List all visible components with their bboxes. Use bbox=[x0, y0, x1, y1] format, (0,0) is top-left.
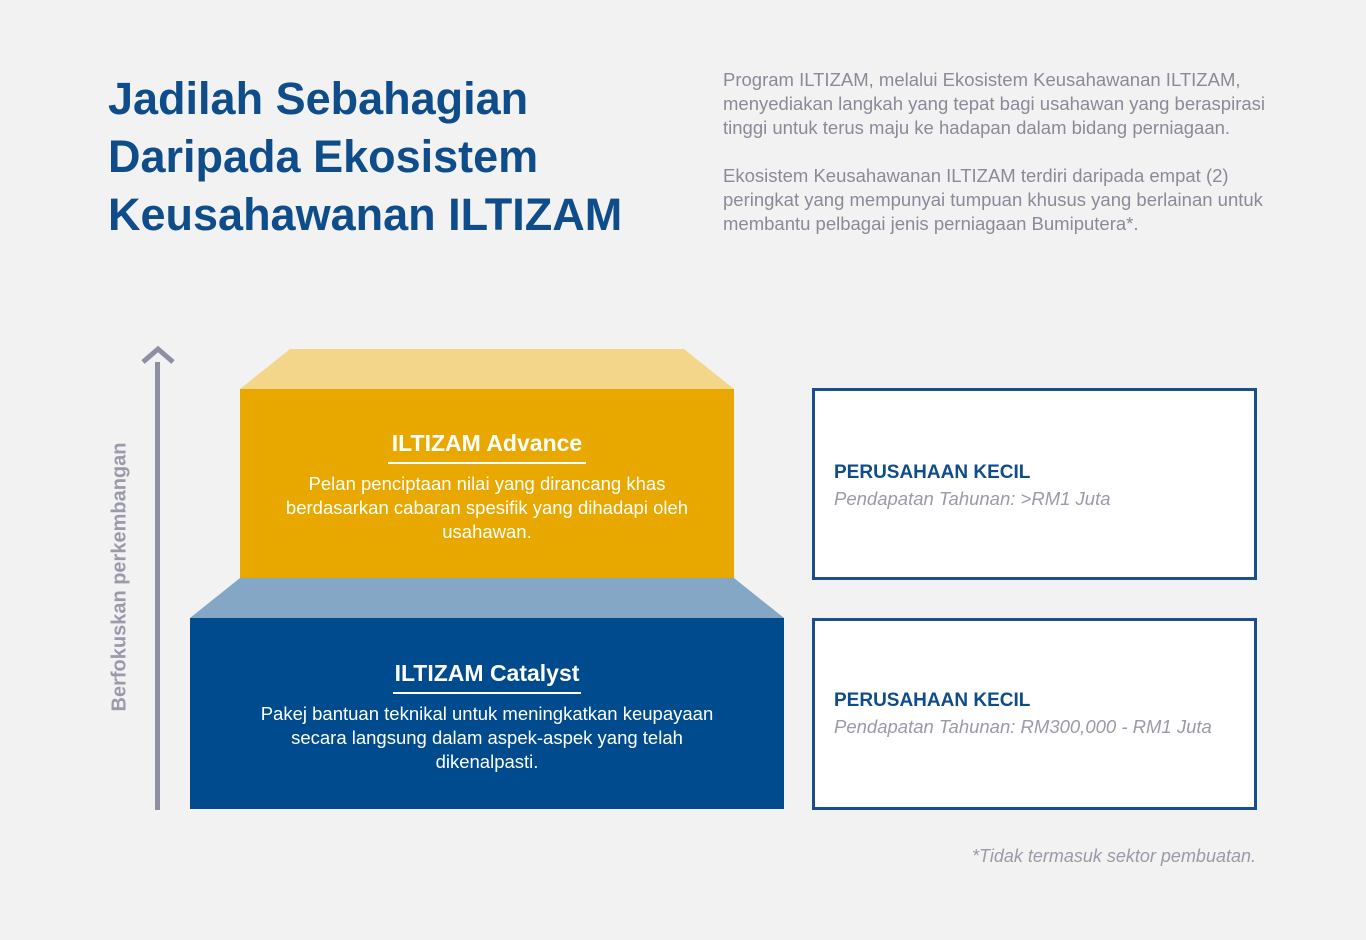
tier-catalyst-card-revenue: Pendapatan Tahunan: RM300,000 - RM1 Juta bbox=[834, 716, 1212, 737]
tier-advance-description: Pelan penciptaan nilai yang dirancang khas berdasarkan cabaran spesifik yang dihadapi oleh usahawan. bbox=[285, 473, 689, 542]
tier-catalyst-card-title: PERUSAHAAN KECIL bbox=[834, 690, 1031, 711]
tier-advance-card-title: PERUSAHAAN KECIL bbox=[834, 462, 1031, 483]
advance-roof bbox=[240, 349, 734, 389]
page-title-line-1: Jadilah Sebahagian bbox=[108, 73, 529, 124]
page-title-line-2: Daripada Ekosistem bbox=[108, 131, 539, 182]
tier-advance-card-revenue: Pendapatan Tahunan: >RM1 Juta bbox=[834, 488, 1111, 509]
tier-catalyst bbox=[190, 618, 784, 809]
tier-catalyst-description: Pakej bantuan teknikal untuk meningkatkan keupayaan secara langsung dalam aspek-aspek yang telah dikenalpasti. bbox=[260, 703, 714, 772]
tier-advance bbox=[240, 389, 734, 578]
tier-catalyst-card bbox=[812, 618, 1257, 810]
intro-paragraph-2: Ekosistem Keusahawanan ILTIZAM terdiri daripada empat (2) peringkat yang mempunyai tumpuan khusus yang berlainan untuk membantu pelbagai jenis perniagaan Bumiputera*. bbox=[723, 165, 1263, 234]
growth-axis-label: Berfokuskan perkembangan bbox=[108, 442, 131, 712]
tier-advance-card bbox=[812, 388, 1257, 580]
page-title-line-3: Keusahawanan ILTIZAM bbox=[108, 189, 623, 240]
tier-catalyst-title: ILTIZAM Catalyst bbox=[393, 660, 582, 694]
tier-advance-title: ILTIZAM Advance bbox=[388, 430, 586, 464]
catalyst-roof bbox=[190, 578, 784, 618]
footnote: *Tidak termasuk sektor pembuatan. bbox=[972, 846, 1256, 866]
intro-paragraph-1: Program ILTIZAM, melalui Ekosistem Keusahawanan ILTIZAM, menyediakan langkah yang tepat bagi usahawan yang beraspirasi tinggi untuk terus maju ke hadapan dalam bidang perniagaan. bbox=[723, 69, 1266, 138]
